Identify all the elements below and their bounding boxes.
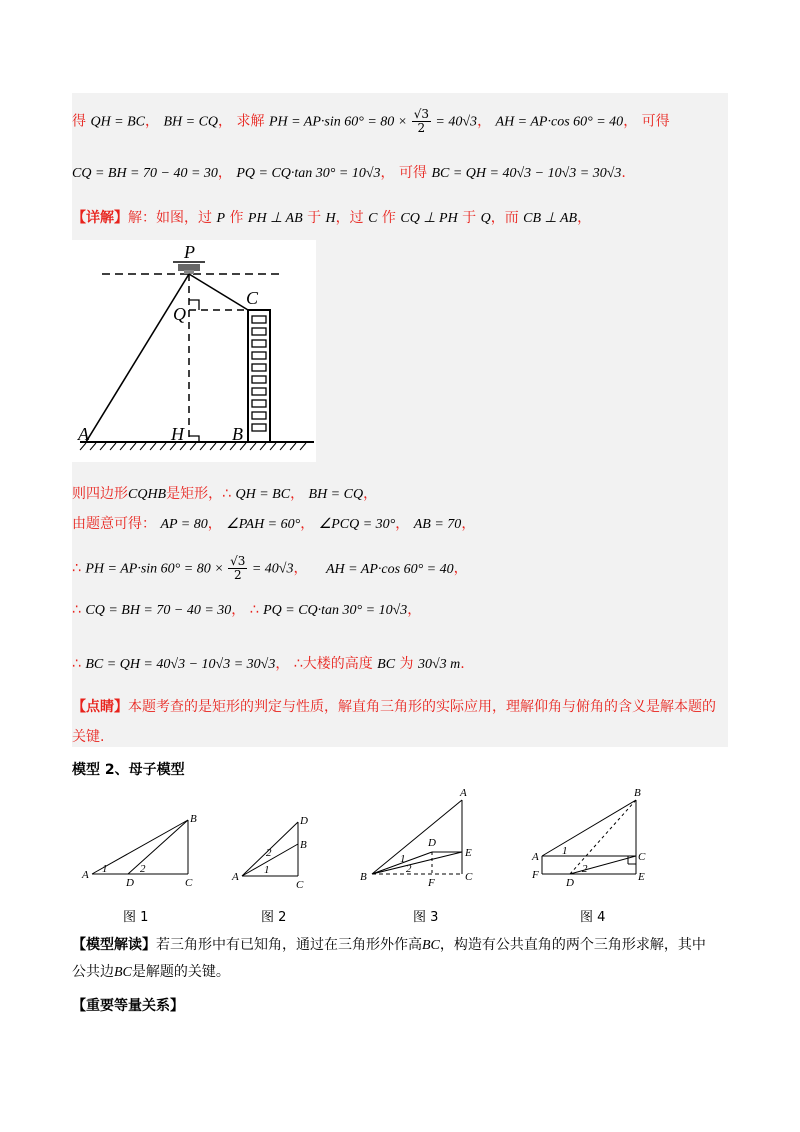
text: 可得 — [641, 113, 670, 130]
svg-text:2: 2 — [140, 863, 146, 875]
svg-text:D: D — [126, 877, 134, 888]
svg-text:1: 1 — [400, 853, 406, 865]
svg-text:B: B — [190, 813, 197, 825]
detail-line: 【详解】解：如图，过 P 作 PH ⊥ AB 于 H，过 C 作 CQ ⊥ PH 于 Q，而 CB ⊥ AB， — [72, 210, 592, 226]
figure-caption-1: 图 1 — [123, 910, 149, 925]
svg-text:F: F — [532, 869, 539, 881]
solution-line-4: 则四边形CQHB是矩形，∴ QH = BC， BH = CQ， — [72, 486, 378, 502]
equation: BH = CQ — [163, 114, 219, 130]
remark-line-2: 关键. — [72, 729, 105, 745]
solution-line-2: CQ = BH = 70 − 40 = 30， PQ = CQ·tan 30° = 10√3， 可得 BC = QH = 40√3 − 10√3 = 30√3. — [72, 165, 626, 181]
svg-text:C: C — [185, 877, 193, 888]
drone-icon — [173, 262, 205, 274]
label-c: C — [246, 288, 259, 308]
text: 得 — [72, 113, 86, 130]
label-b: B — [232, 424, 243, 444]
label-q: Q — [173, 304, 186, 324]
svg-text:B: B — [300, 839, 307, 851]
fraction: $\frac{√3}{2}$ — [413, 107, 429, 135]
svg-text:D: D — [300, 815, 308, 827]
explain-label: 【模型解读】 — [72, 937, 156, 953]
text: 求解 — [236, 113, 265, 130]
detail-label: 【详解】 — [72, 210, 128, 226]
figure-caption-2: 图 2 — [261, 910, 287, 925]
section-title: 模型 2、母子模型 — [72, 762, 185, 778]
relation-heading: 【重要等量关系】 — [72, 998, 184, 1014]
model-figure-1 — [78, 780, 208, 888]
svg-text:B: B — [360, 871, 367, 883]
solution-line-6: ∴ PH = AP·sin 60° = 80 × $\frac{√3}{2}$ = 40√3， AH = AP·cos 60° = 40， — [72, 554, 468, 582]
svg-text:1: 1 — [102, 863, 108, 875]
equation: QH = BC — [90, 114, 146, 130]
svg-text:D: D — [566, 877, 574, 888]
svg-text:C: C — [638, 851, 646, 863]
svg-text:A: A — [532, 851, 539, 863]
equation: BC = QH = 40√3 − 10√3 = 30√3 — [431, 166, 622, 181]
svg-text:B: B — [634, 787, 641, 799]
label-h: H — [171, 424, 184, 444]
solution-line-8: ∴ BC = QH = 40√3 − 10√3 = 30√3， ∴大楼的高度 BC 为 30√3 m. — [72, 656, 465, 672]
equation: AH = AP·cos 60° = 40 — [495, 114, 624, 130]
model-figure-2 — [228, 780, 328, 888]
svg-text:A: A — [460, 787, 467, 799]
svg-text:1: 1 — [562, 845, 568, 857]
solution-line-5: 由题意可得： AP = 80， ∠PAH = 60°， ∠PCQ = 30°， AB = 70， — [72, 516, 476, 532]
figure-caption-3: 图 3 — [413, 910, 439, 925]
equation: CQ = BH = 70 − 40 = 30 — [72, 166, 218, 181]
equation: PH = AP·sin 60° = 80 × — [268, 114, 408, 130]
svg-text:E: E — [638, 871, 645, 883]
building-diagram — [72, 240, 316, 462]
model-explanation: 【模型解读】若三角形中有已知角，通过在三角形外作高BC，构造有公共直角的两个三角形求解，其中 公共边BC是解题的关键。 — [72, 937, 706, 980]
svg-text:C: C — [465, 871, 473, 883]
text: 可得 — [399, 165, 427, 181]
remark-line: 【点睛】本题考查的是矩形的判定与性质，解直角三角形的实际应用，理解仰角与俯角的含义是解本题的 — [72, 699, 716, 715]
solution-line-7: ∴ CQ = BH = 70 − 40 = 30， ∴ PQ = CQ·tan 30° = 10√3， — [72, 602, 422, 618]
label-p: P — [184, 242, 195, 262]
svg-text:C: C — [296, 879, 304, 888]
svg-text:D: D — [428, 837, 436, 849]
svg-text:A: A — [232, 871, 239, 883]
svg-text:1: 1 — [264, 864, 270, 876]
figure-caption-4: 图 4 — [580, 910, 606, 925]
equation: = 40√3 — [435, 114, 478, 130]
svg-text:2: 2 — [582, 863, 588, 875]
label-a: A — [78, 424, 89, 444]
svg-text:F: F — [428, 877, 435, 888]
solution-line-1: 得 QH = BC， BH = CQ， 求解 PH = AP·sin 60° = 80 × $\frac{√3}{2}$ = 40√3， AH = AP·cos 60° = 40， 可得 — [72, 107, 670, 135]
svg-text:A: A — [82, 869, 89, 881]
svg-text:2: 2 — [406, 863, 412, 875]
svg-text:2: 2 — [266, 847, 272, 859]
remark-label: 【点睛】 — [72, 699, 128, 715]
svg-text:E: E — [465, 847, 472, 859]
equation: PQ = CQ·tan 30° = 10√3 — [236, 166, 381, 181]
model-figure-4 — [530, 780, 670, 888]
model-figure-3 — [352, 780, 492, 888]
